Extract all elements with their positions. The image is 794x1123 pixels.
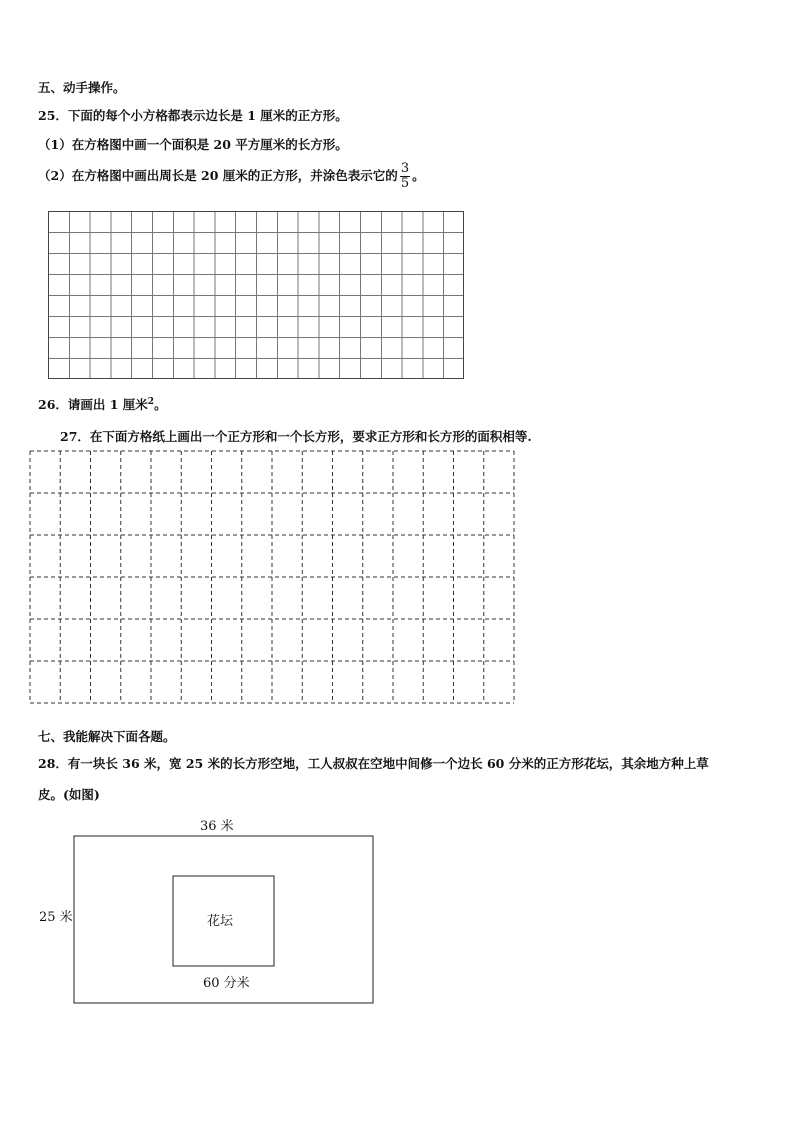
figure-center-label: 花坛 xyxy=(207,914,234,929)
section-7-heading: 七、我能解决下面各题。 xyxy=(38,729,176,744)
question-25-part-2-end: 。 xyxy=(412,168,425,183)
fraction-denominator: 5 xyxy=(400,176,410,191)
question-25-part-2 xyxy=(38,162,425,191)
fraction-three-fifths xyxy=(400,162,410,191)
fraction-numerator: 3 xyxy=(400,161,410,176)
figure-bottom-label: 60 分米 xyxy=(203,976,250,991)
question-28-line-1: 28．有一块长 36 米，宽 25 米的长方形空地，工人叔叔在空地中间修一个边长 60 分米的正方形花坛，其余地方种上草 xyxy=(38,756,709,771)
question-28-line-2: 皮。(如图) xyxy=(38,787,100,802)
question-25-part-2-text: （2）在方格图中画出周长是 20 厘米的正方形，并涂色表示它的 xyxy=(38,168,398,183)
figure-top-label: 36 米 xyxy=(200,819,234,834)
question-25-stem: 25．下面的每个小方格都表示边长是 1 厘米的正方形。 xyxy=(38,108,348,123)
question-26-exponent: 2 xyxy=(147,396,155,407)
question-26-text: 26．请画出 1 厘米 xyxy=(38,397,148,412)
question-27: 27．在下面方格纸上画出一个正方形和一个长方形，要求正方形和长方形的面积相等. xyxy=(60,429,532,444)
question-26 xyxy=(38,395,167,413)
question-26-end: 。 xyxy=(154,397,167,412)
solid-square-grid xyxy=(48,211,464,379)
section-5-heading: 五、动手操作。 xyxy=(38,80,126,95)
dashed-square-grid xyxy=(29,450,515,705)
figure-left-label: 25 米 xyxy=(39,910,73,925)
question-25-part-1: （1）在方格图中画一个面积是 20 平方厘米的长方形。 xyxy=(38,137,348,152)
